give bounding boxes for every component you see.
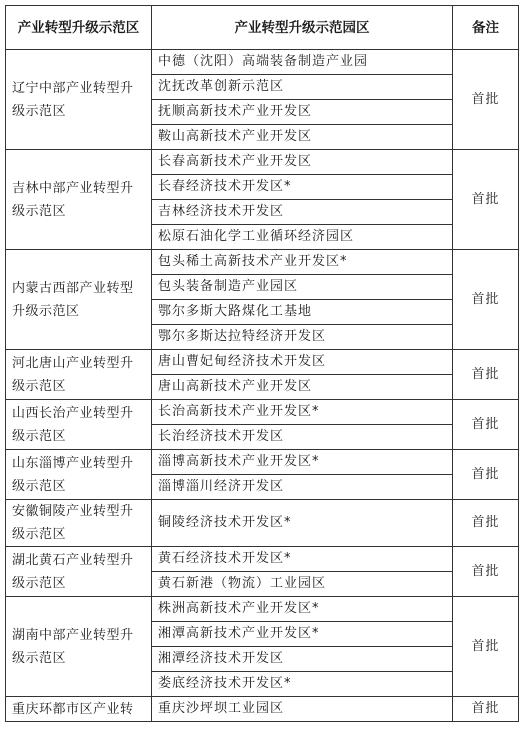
park-name: 鄂尔多斯达拉特经济开发区	[152, 325, 453, 350]
park-name: 包头稀土高新技术产业开发区*	[152, 250, 453, 275]
zone-name: 湖南中部产业转型升级示范区	[6, 597, 152, 697]
zone-name: 安徽铜陵产业转型升级示范区	[6, 500, 152, 547]
park-name: 湘潭高新技术产业开发区*	[152, 622, 453, 647]
park-name: 鞍山高新技术产业开发区	[152, 125, 453, 150]
demo-zone-table	[5, 5, 519, 722]
header-row	[6, 6, 519, 50]
park-name: 鄂尔多斯大路煤化工基地	[152, 300, 453, 325]
note-cell: 首批	[453, 597, 519, 697]
note-cell: 首批	[453, 150, 519, 250]
park-name: 黄石新港（物流）工业园区	[152, 572, 453, 597]
park-name: 唐山曹妃甸经济技术开发区	[152, 350, 453, 375]
zone-name: 山东淄博产业转型升级示范区	[6, 450, 152, 500]
note-cell: 首批	[453, 450, 519, 500]
park-name: 长春高新技术产业开发区	[152, 150, 453, 175]
park-name: 吉林经济技术开发区	[152, 200, 453, 225]
park-name: 长治高新技术产业开发区*	[152, 400, 453, 425]
table-row	[6, 150, 519, 175]
park-name: 铜陵经济技术开发区*	[152, 500, 453, 547]
zone-name: 重庆环都市区产业转	[6, 697, 152, 722]
table-row	[6, 500, 519, 547]
park-name: 湘潭经济技术开发区	[152, 647, 453, 672]
park-name: 抚顺高新技术产业开发区	[152, 100, 453, 125]
zone-name: 山西长治产业转型升级示范区	[6, 400, 152, 450]
note-cell: 首批	[453, 697, 519, 722]
park-name: 长治经济技术开发区	[152, 425, 453, 450]
zone-name: 河北唐山产业转型升级示范区	[6, 350, 152, 400]
note-cell: 首批	[453, 500, 519, 547]
park-name: 淄博高新技术产业开发区*	[152, 450, 453, 475]
note-cell: 首批	[453, 547, 519, 597]
table-row	[6, 400, 519, 425]
header-zone: 产业转型升级示范区	[6, 6, 152, 50]
park-name: 唐山高新技术产业开发区	[152, 375, 453, 400]
table-row	[6, 697, 519, 722]
park-name: 重庆沙坪坝工业园区	[152, 697, 453, 722]
zone-name: 湖北黄石产业转型升级示范区	[6, 547, 152, 597]
park-name: 淄博淄川经济开发区	[152, 475, 453, 500]
park-name: 娄底经济技术开发区*	[152, 672, 453, 697]
note-cell: 首批	[453, 400, 519, 450]
table-body	[6, 50, 519, 722]
park-name: 长春经济技术开发区*	[152, 175, 453, 200]
note-cell: 首批	[453, 250, 519, 350]
park-name: 松原石油化学工业循环经济园区	[152, 225, 453, 250]
header-note: 备注	[453, 6, 519, 50]
note-cell: 首批	[453, 50, 519, 150]
park-name: 中德（沈阳）高端装备制造产业园	[152, 50, 453, 75]
table-row	[6, 597, 519, 622]
park-name: 包头装备制造产业园区	[152, 275, 453, 300]
park-name: 黄石经济技术开发区*	[152, 547, 453, 572]
table-row	[6, 250, 519, 275]
park-name: 沈抚改革创新示范区	[152, 75, 453, 100]
park-name: 株洲高新技术产业开发区*	[152, 597, 453, 622]
table-row	[6, 350, 519, 375]
zone-name: 吉林中部产业转型升级示范区	[6, 150, 152, 250]
zone-name: 内蒙古西部产业转型升级示范区	[6, 250, 152, 350]
table-row	[6, 547, 519, 572]
table-row	[6, 50, 519, 75]
header-park: 产业转型升级示范园区	[152, 6, 453, 50]
table-row	[6, 450, 519, 475]
note-cell: 首批	[453, 350, 519, 400]
zone-name: 辽宁中部产业转型升级示范区	[6, 50, 152, 150]
